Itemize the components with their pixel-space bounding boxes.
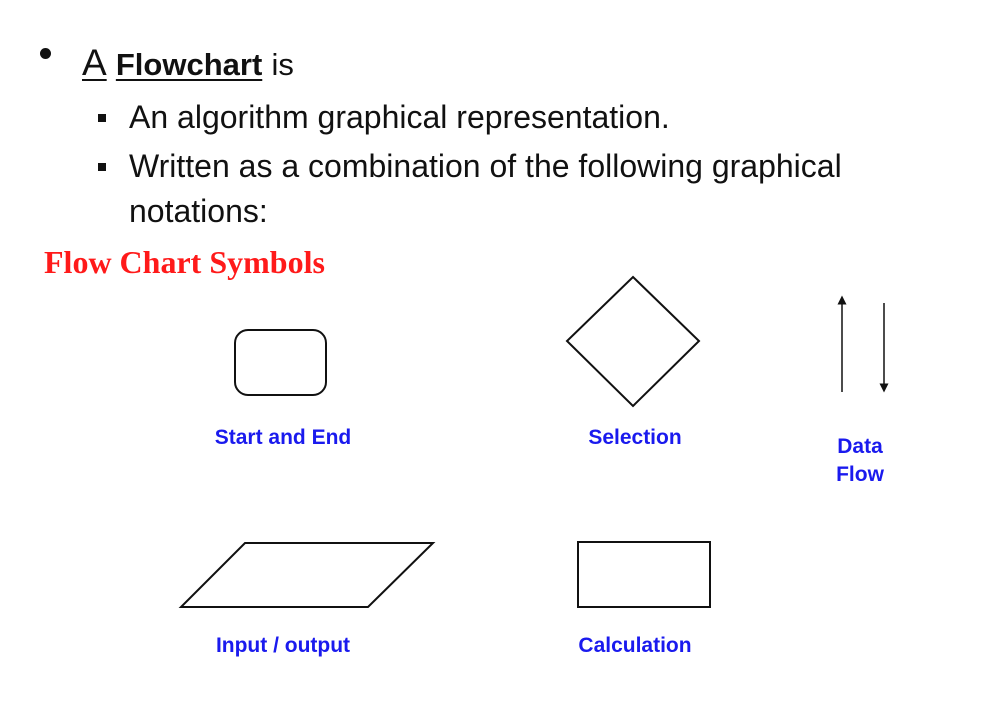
sub-point-1: An algorithm graphical representation. bbox=[129, 99, 670, 135]
start-end-shape bbox=[235, 330, 326, 395]
selection-label: Selection bbox=[588, 426, 682, 449]
sub-point-2-continuation: notations: bbox=[129, 193, 268, 229]
heading-letter: A bbox=[82, 42, 107, 83]
data-flow-label-line1: Data bbox=[837, 435, 883, 458]
section-title: Flow Chart Symbols bbox=[44, 244, 325, 280]
sub-point-2: Written as a combination of the following graphical bbox=[129, 148, 842, 184]
heading-term: Flowchart bbox=[115, 47, 263, 82]
selection-diamond-shape bbox=[567, 277, 699, 406]
input-output-label: Input / output bbox=[215, 634, 351, 657]
input-output-parallelogram-shape bbox=[181, 543, 433, 607]
data-flow-label-line2: Flow bbox=[836, 463, 884, 486]
start-end-label: Start and End bbox=[214, 426, 352, 449]
calculation-rectangle-shape bbox=[578, 542, 710, 607]
heading-rest: is bbox=[271, 47, 294, 82]
calculation-label: Calculation bbox=[578, 634, 692, 657]
